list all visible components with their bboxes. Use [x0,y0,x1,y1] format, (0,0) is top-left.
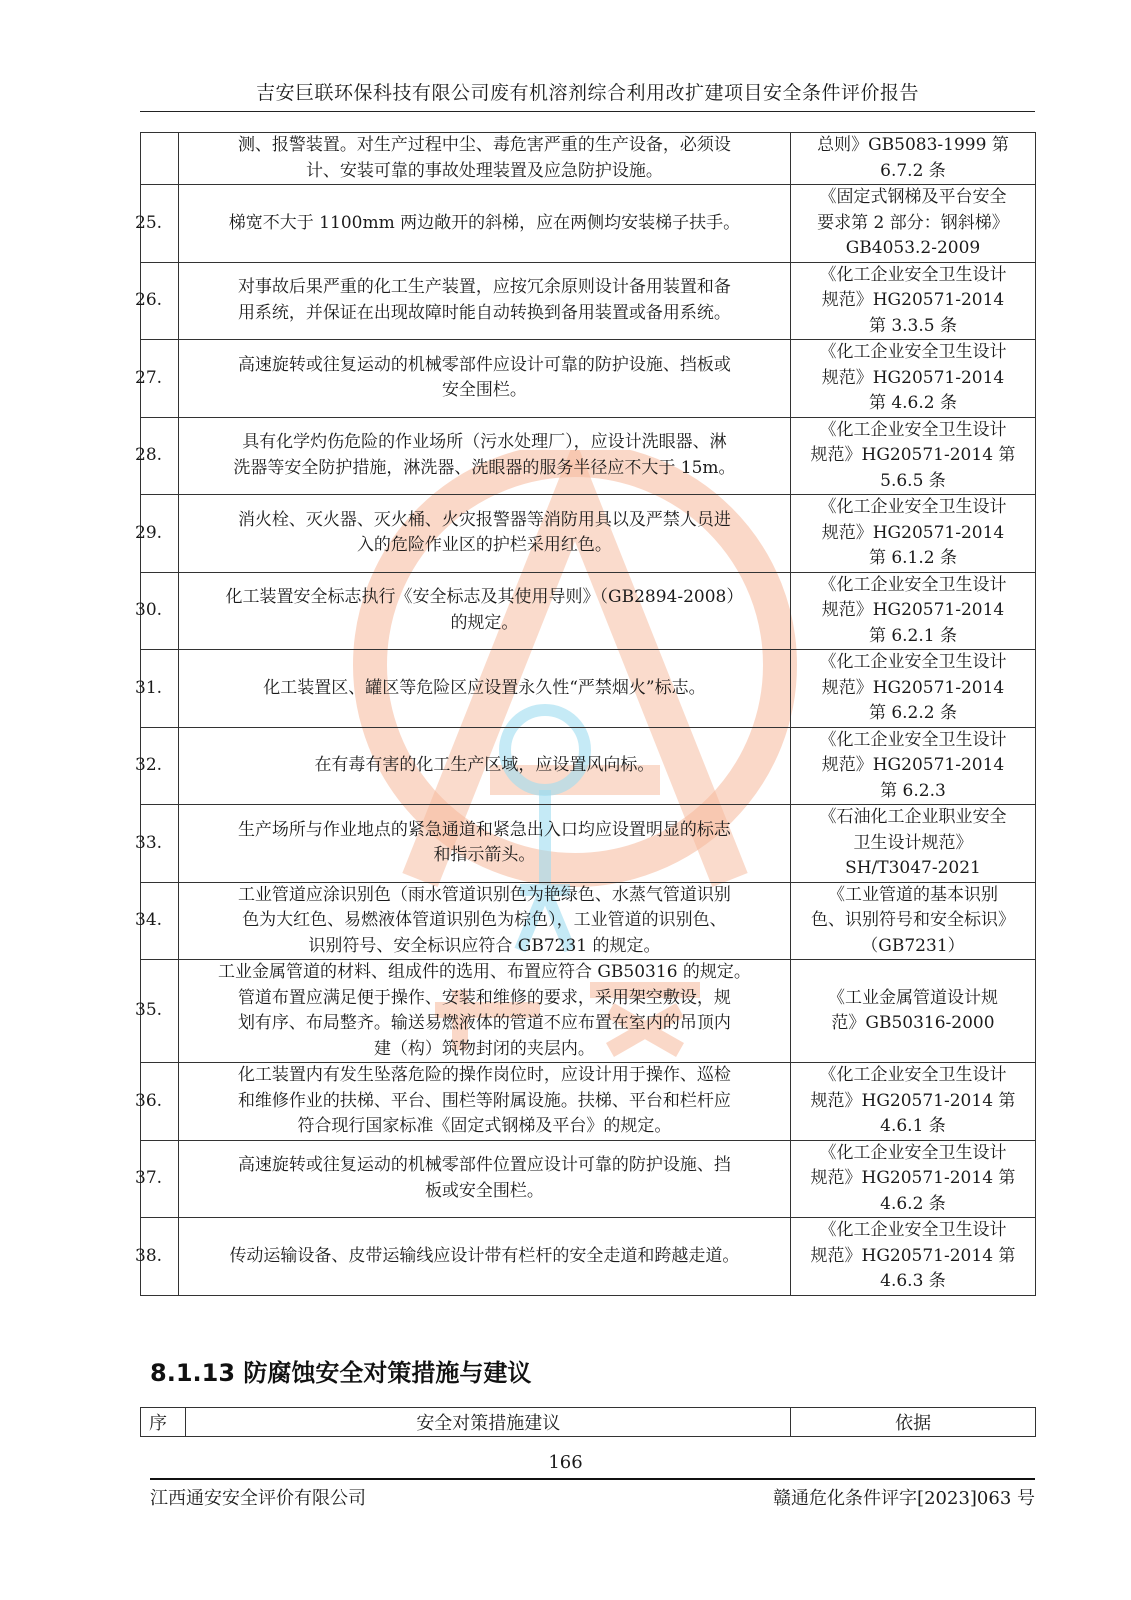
measure-cell [178,650,790,728]
basis-line: 《化工企业安全卫生设计 [819,652,1007,672]
basis-line: 规范》HG20571-2014 第 [810,445,1016,465]
measure-line: 色为大红色、易燃液体管道识别色为棕色），工业管道的识别色、 [242,910,727,930]
measure-line: 高速旋转或往复运动的机械零部件位置应设计可靠的防护设施、挡 [237,1155,731,1176]
page-header: 吉安巨联环保科技有限公司废有机溶剂综合利用改扩建项目安全条件评价报告 [140,78,1035,112]
row-number [135,1218,179,1296]
row-number [135,417,179,495]
measure-line: 化工装置内有发生坠落危险的操作岗位时，应设计用于操作、巡检 [237,1065,731,1085]
measure-line: 管道布置应满足便于操作、安装和维修的要求，采用架空敷设，规 [237,987,731,1008]
basis-line: 规范》HG20571-2014 [821,677,1005,698]
row-number [135,882,179,960]
basis-line: 4.6.1 条 [880,1116,946,1136]
row-number [135,495,179,573]
basis-line: 第 6.1.2 条 [868,548,958,568]
table-row [141,805,1036,883]
table-row [141,882,1036,960]
measure-cell [178,727,790,805]
measure-line: 具有化学灼伤危险的作业场所（污水处理厂），应设计洗眼器、淋 [242,432,727,453]
measure-cell [178,960,790,1063]
measure-line: 工业管道应涂识别色（雨水管道识别色为艳绿色、水蒸气管道识别 [237,884,731,905]
measure-line: 化工装置安全标志执行《安全标志及其使用导则》（GB2894-2008） [225,587,744,608]
table-row [141,650,1036,728]
basis-cell [790,727,1035,805]
table-row [141,417,1036,495]
basis-line: 《化工企业安全卫生设计 [819,419,1007,440]
measure-line: 在有毒有害的化工生产区域，应设置风向标。 [314,755,655,775]
basis-line: 规范》HG20571-2014 [821,367,1005,388]
basis-line: 规范》HG20571-2014 [821,755,1005,775]
measure-line: 化工装置区、罐区等危险区应设置永久性“严禁烟火”标志。 [263,677,706,698]
basis-line: 范》GB50316-2000 [831,1013,995,1033]
basis-line: 《工业管道的基本识别 [827,884,998,905]
row-number [135,1063,179,1141]
basis-line: 规范》HG20571-2014 第 [810,1245,1016,1266]
basis-line: 规范》HG20571-2014 [821,290,1005,310]
row-number-text: 32. [135,755,163,775]
column-header-measure: 安全对策措施建议 [186,1408,791,1437]
row-number-text: 35. [135,1000,163,1021]
row-number [135,650,179,728]
measure-line: 识别符号、安全标识应符合 GB7231 的规定。 [308,935,661,956]
measure-cell [178,185,790,263]
basis-line: 规范》HG20571-2014 第 [810,1090,1016,1111]
measure-cell [178,882,790,960]
page-footer [150,1478,1035,1510]
basis-line: 卫生设计规范》 [853,832,973,853]
basis-cell [790,1218,1035,1296]
table-row [141,1063,1036,1141]
basis-line: 第 6.2.3 [880,780,946,801]
basis-line: 《化工企业安全卫生设计 [819,342,1007,362]
measure-cell [178,417,790,495]
basis-cell [790,882,1035,960]
basis-cell [790,650,1035,728]
basis-line: 《固定式钢梯及平台安全 [819,187,1007,207]
table-row [141,495,1036,573]
basis-line: 《石油化工企业职业安全 [819,807,1007,827]
row-number-text: 28. [135,445,163,465]
basis-line: 《化工企业安全卫生设计 [819,1142,1007,1163]
measure-cell [178,1218,790,1296]
measure-line: 高速旋转或往复运动的机械零部件应设计可靠的防护设施、挡板或 [237,354,731,375]
section-heading: 8.1.13 防腐蚀安全对策措施与建议 [150,1359,532,1387]
row-number [135,1140,179,1218]
table-row [141,960,1036,1063]
basis-line: 规范》HG20571-2014 [821,522,1005,543]
measure-line: 板或安全围栏。 [424,1180,544,1201]
basis-cell [790,262,1035,340]
basis-line: 第 6.2.2 条 [868,703,958,723]
basis-line: 规范》HG20571-2014 [821,600,1005,620]
basis-cell [790,960,1035,1063]
basis-cell [790,340,1035,418]
table-row [141,340,1036,418]
row-number-text: 27. [135,367,163,388]
measure-line: 入的危险作业区的护栏采用红色。 [356,535,612,556]
table-header-row [141,1408,1036,1437]
row-number-text: 26. [135,290,163,310]
basis-cell [790,1140,1035,1218]
basis-line: （GB7231） [861,935,965,956]
table-row [141,727,1036,805]
basis-line: GB4053.2-2009 [845,238,981,258]
basis-cell [790,495,1035,573]
footer-company: 江西通安安全评价有限公司 [150,1488,366,1509]
row-number [135,572,179,650]
row-number-text: 36. [135,1090,163,1111]
measure-cell [178,340,790,418]
row-number [135,340,179,418]
measure-line: 对事故后果严重的化工生产装置，应按冗余原则设计备用装置和备 [237,277,731,298]
measure-line: 安全围栏。 [441,380,527,401]
basis-line: 5.6.5 条 [880,470,946,491]
basis-cell [790,1063,1035,1141]
column-header-basis: 依据 [791,1408,1036,1437]
measures-table [135,132,1036,1296]
row-number-text: 30. [135,600,163,620]
measure-line: 计、安装可靠的事故处理装置及应急防护设施。 [305,160,663,181]
row-number [135,960,179,1063]
row-number-text: 37. [135,1168,163,1188]
basis-line: 第 6.2.1 条 [868,625,958,646]
basis-line: 《化工企业安全卫生设计 [819,729,1007,750]
table-row [141,262,1036,340]
basis-line: 第 4.6.2 条 [868,393,958,413]
measure-cell [178,1063,790,1141]
row-number [141,133,179,185]
table-row [141,1140,1036,1218]
measure-line: 建（构）筑物封闭的夹层内。 [373,1038,595,1059]
measure-cell [178,805,790,883]
row-number [135,185,179,263]
basis-line: 6.7.2 条 [880,160,946,181]
measure-cell [178,133,790,185]
measure-cell [178,495,790,573]
table-row [141,185,1036,263]
table-row [141,1218,1036,1296]
basis-line: 总则》GB5083-1999 第 [817,135,1009,155]
basis-cell [790,133,1035,185]
basis-line: 《工业金属管道设计规 [827,987,998,1008]
row-number-text: 34. [135,910,163,930]
measure-cell [178,572,790,650]
basis-cell [790,572,1035,650]
row-number-text: 31. [135,677,163,698]
row-number [135,727,179,805]
corrosion-table-header [140,1407,1036,1437]
measure-line: 测、报警装置。对生产过程中尘、毒危害严重的生产设备，必须设 [237,135,731,155]
basis-line: 《化工企业安全卫生设计 [819,1220,1007,1240]
measure-cell [178,1140,790,1218]
measure-line: 洗器等安全防护措施，淋洗器、洗眼器的服务半径应不大于 15m。 [233,457,736,478]
basis-line: SH/T3047-2021 [845,858,981,878]
measure-line: 和维修作业的扶梯、平台、围栏等附属设施。扶梯、平台和栏杆应 [237,1090,731,1111]
measure-line: 传动运输设备、皮带运输线应设计带有栏杆的安全走道和跨越走道。 [229,1245,740,1266]
measure-cell [178,262,790,340]
basis-line: 要求第 2 部分：钢斜梯》 [817,212,1009,233]
column-header-num: 序 [141,1408,186,1437]
measure-line: 和指示箭头。 [433,845,536,866]
row-number-text: 29. [135,522,163,543]
row-number [135,262,179,340]
measure-line: 工业金属管道的材料、组成件的选用、布置应符合 GB50316 的规定。 [217,962,751,982]
basis-line: 规范》HG20571-2014 第 [810,1168,1016,1188]
basis-cell [790,185,1035,263]
basis-cell [790,417,1035,495]
basis-line: 第 3.3.5 条 [868,315,958,336]
table-row [141,133,1036,185]
basis-line: 4.6.3 条 [880,1271,946,1291]
page-number: 166 [548,1452,583,1473]
measure-line: 梯宽不大于 1100mm 两边敞开的斜梯，应在两侧均安装梯子扶手。 [228,212,741,233]
measure-line: 划有序、布局整齐。输送易燃液体的管道不应布置在室内的吊顶内 [237,1013,731,1033]
basis-line: 《化工企业安全卫生设计 [819,497,1007,517]
row-number [135,805,179,883]
basis-line: 《化工企业安全卫生设计 [819,1065,1007,1085]
row-number-text: 38. [135,1245,163,1266]
basis-cell [790,805,1035,883]
measure-line: 消火栓、灭火器、灭火桶、火灾报警器等消防用具以及严禁人员进 [237,509,731,530]
basis-line: 4.6.2 条 [880,1193,946,1214]
table-row [141,572,1036,650]
footer-doc-number: 赣通危化条件评字[2023]063 号 [773,1488,1035,1509]
measure-line: 符合现行国家标准《固定式钢梯及平台》的规定。 [297,1116,672,1136]
row-number-text: 25. [135,212,163,233]
row-number-text: 33. [135,832,163,853]
basis-line: 色、识别符号和安全标识》 [810,910,1015,930]
measure-line: 的规定。 [450,612,519,633]
measure-line: 用系统，并保证在出现故障时能自动转换到备用装置或备用系统。 [237,302,731,323]
basis-line: 《化工企业安全卫生设计 [819,264,1007,285]
basis-line: 《化工企业安全卫生设计 [819,574,1007,595]
measure-line: 生产场所与作业地点的紧急通道和紧急出入口均应设置明显的标志 [237,819,731,840]
